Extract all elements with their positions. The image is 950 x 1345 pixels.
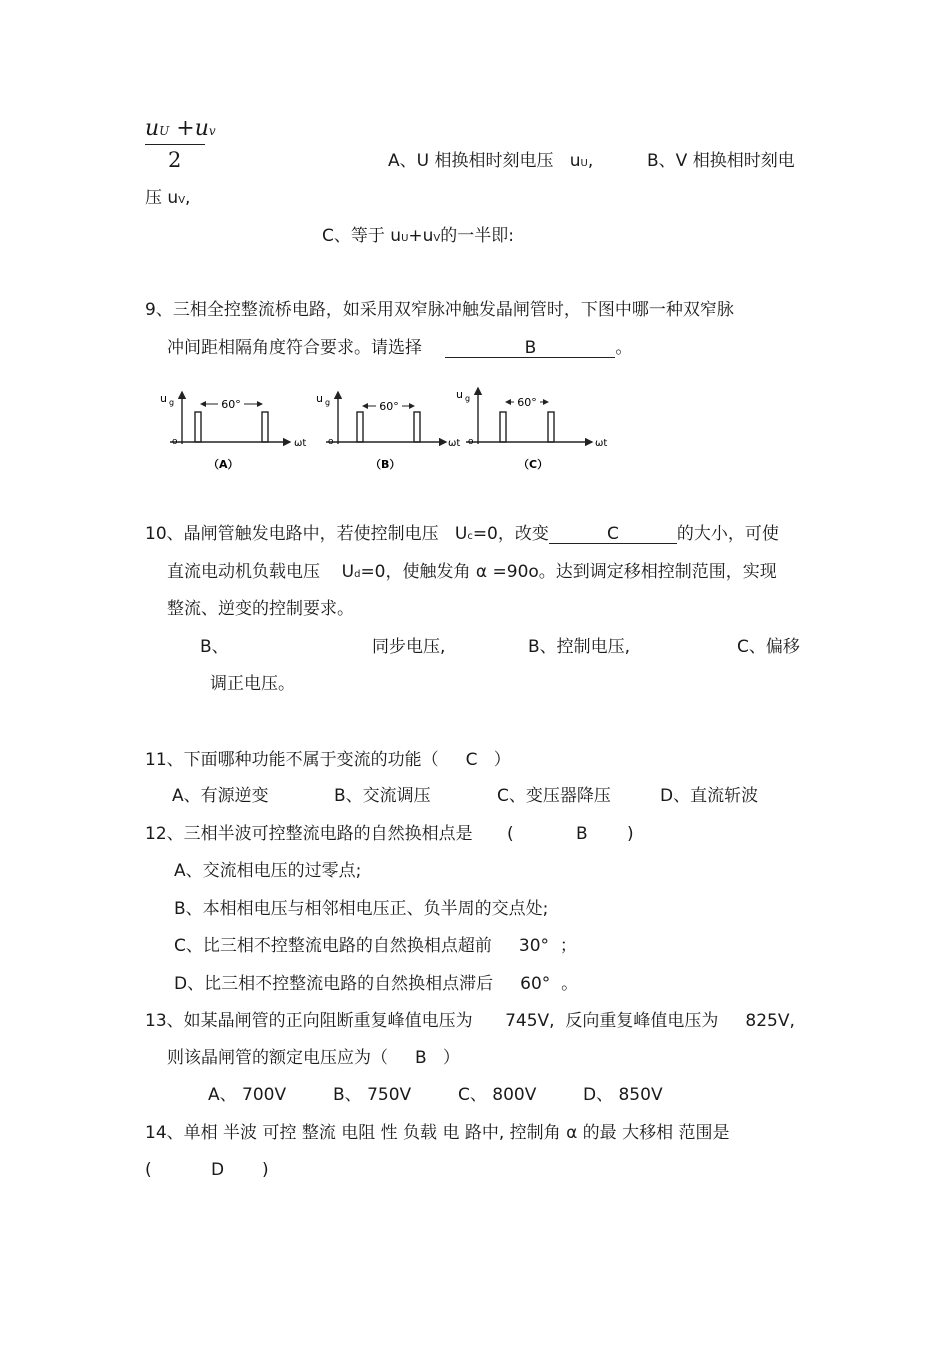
q10-option-c: C、偏移 [737,637,800,657]
q12-option-d: D、比三相不控整流电路的自然换相点滞后 60° 。 [174,974,579,994]
q14-close: ) [262,1160,269,1180]
q9-stem-line1: 9、三相全控整流桥电路，如采用双窄脉冲触发晶闸管时，下图中哪一种双窄脉 [145,300,734,320]
q14-open: ( [145,1160,152,1180]
q11-option-a: A、有源逆变 [172,786,269,806]
q13-stem-line2: 则该晶闸管的额定电压应为（ B ） [167,1048,460,1068]
q8-option-c: C、等于 uU+uV的一半即: [322,226,514,246]
q11-answer: C [465,750,478,770]
q13-option-d: D、 850V [583,1085,663,1105]
q10-option-b2: B、控制电压, [528,637,631,657]
svg-text:g: g [169,398,175,407]
q12-option-c: C、比三相不控整流电路的自然换相点超前 30° ； [174,936,577,956]
q8-option-b-cont: 压 uV, [145,188,191,208]
pulse-diagram-c [456,388,607,471]
svg-text:o: o [468,437,474,447]
q9-pulse-figure [150,382,620,477]
formula-fraction-bar [145,144,205,145]
q12-answer: B [576,824,588,844]
svg-text:ωt: ωt [595,438,608,449]
q11-option-d: D、直流斩波 [660,786,759,806]
angle-label-b: 60° [379,400,399,413]
q12-option-b: B、本相相电压与相邻相电压正、负半周的交点处; [174,899,549,919]
caption-c: （C） [518,458,549,471]
svg-text:ωt: ωt [448,438,461,449]
angle-label-a: 60° [221,398,241,411]
q8-option-b: B、V 相换相时刻电 [647,151,795,171]
q10-stem-line3: 整流、逆变的控制要求。 [167,599,354,619]
svg-text:u: u [456,388,463,401]
q11-stem: 11、下面哪种功能不属于变流的功能（ C ） [145,750,511,770]
q12-close: ) [627,824,634,844]
q13-stem-line1: 13、如某晶闸管的正向阻断重复峰值电压为 745V, 反向重复峰值电压为 825V, [145,1011,795,1031]
formula-denominator: 2 [168,148,182,172]
pulse-diagram-a [160,392,306,471]
q13-option-c: C、 800V [458,1085,537,1105]
svg-text:u: u [316,392,323,405]
q10-stem-line1: 10、晶闸管触发电路中，若使控制电压 Uc=0，改变 C 的大小，可使 [145,524,779,544]
q10-answer-blank: C [549,526,677,544]
q10-stem-line2: 直流电动机负载电压 Ud=0，使触发角 α =90o。达到调定移相控制范围，实现 [167,562,777,582]
ug-label-a: u [160,392,167,405]
q13-answer: B [415,1048,427,1068]
svg-text:g: g [325,398,331,407]
svg-text:o: o [328,437,334,447]
caption-b: （B） [370,458,401,471]
q14-stem: 14、单相 半波 可控 整流 电阻 性 负载 电 路中, 控制角 α 的最 大移相 范围是 [145,1123,730,1143]
q10-option-c-cont: 调正电压。 [210,674,295,694]
q12-open: ( [507,824,514,844]
q9-answer-blank: B [445,340,615,358]
caption-a: （A） [208,458,239,471]
svg-text:g: g [465,394,471,403]
q10-option-sync: 同步电压, [372,637,446,657]
q11-option-b: B、交流调压 [334,786,431,806]
q12-stem: 12、三相半波可控整流电路的自然换相点是 [145,824,473,844]
q8-option-a: A、U 相换相时刻电压 uU, [388,151,594,171]
angle-label-c: 60° [517,396,537,409]
q10-option-b1: B、 [200,637,229,657]
formula-numerator: uU +uv [145,116,216,141]
q14-answer: D [211,1160,225,1180]
svg-text:o: o [172,437,178,447]
svg-text:ωt: ωt [294,438,307,449]
q11-option-c: C、变压器降压 [497,786,611,806]
q12-option-a: A、交流相电压的过零点; [174,861,362,881]
q13-option-b: B、 750V [333,1085,412,1105]
q9-stem-line2: 冲间距相隔角度符合要求。请选择 B 。 [167,338,633,358]
pulse-diagram-b [316,392,460,471]
q13-option-a: A、 700V [208,1085,287,1105]
